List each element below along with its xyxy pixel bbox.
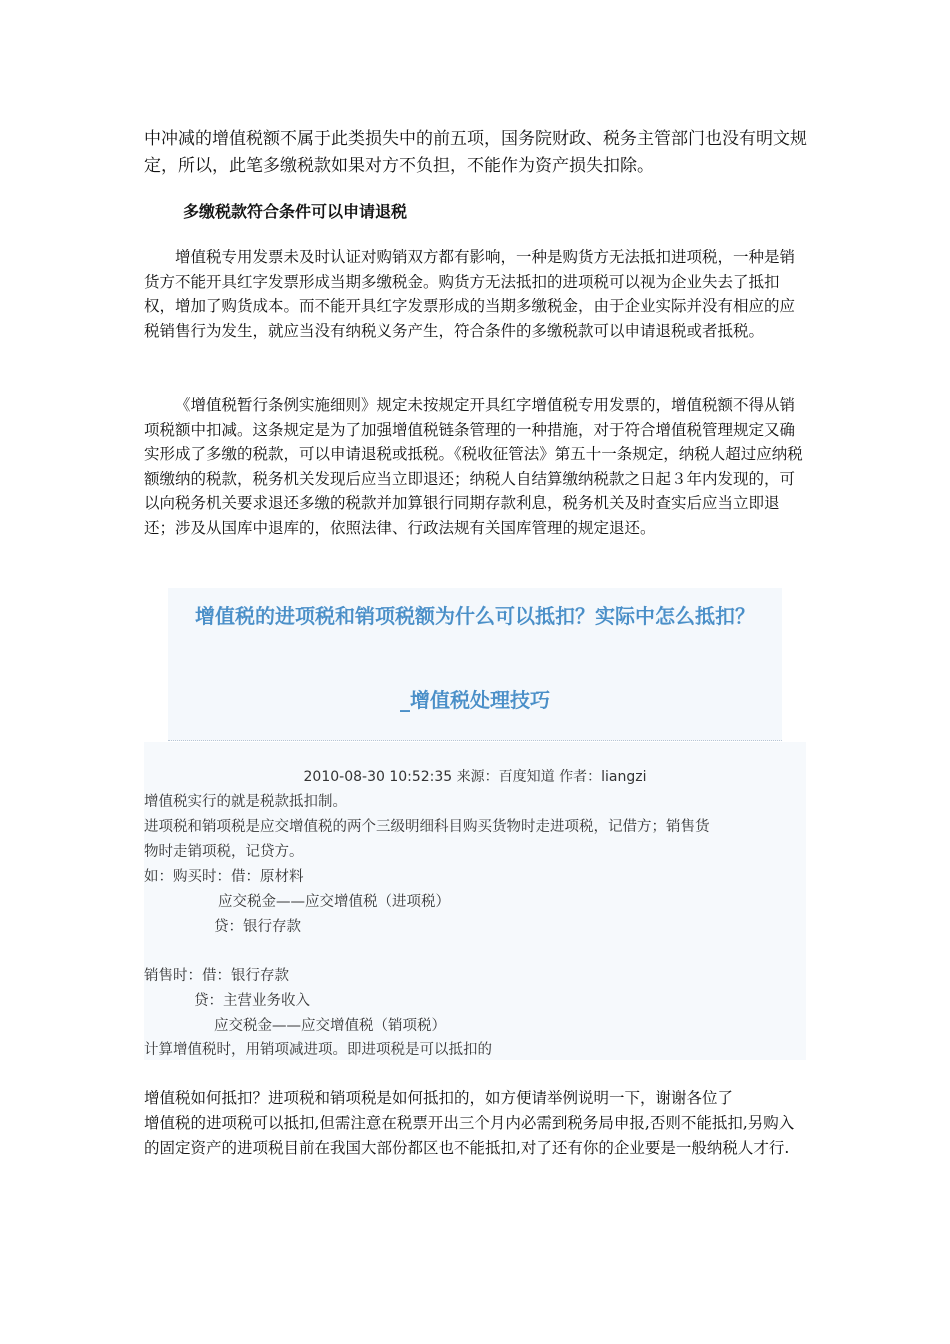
article-line: 应交税金——应交增值税（进项税）: [218, 894, 450, 910]
article-line: 如：购买时：借：原材料: [144, 869, 304, 885]
article-line: 应交税金——应交增值税（销项税）: [214, 1018, 446, 1034]
article-line: 计算增值税时，用销项减进项。即进项税是可以抵扣的: [144, 1042, 492, 1058]
qa-answer: 增值税的进项税可以抵扣,但需注意在税票开出三个月内必需到税务局申报,否则不能抵扣,另购入的固定资产的进项税目前在我国大部份都区也不能抵扣,对了还有你的企业要是一般纳税人才行.: [144, 1114, 795, 1157]
article-author: liangzi: [601, 769, 647, 785]
article-author-label: 作者：: [559, 769, 602, 785]
article-title-line-2: _增值税处理技巧: [400, 688, 550, 712]
paragraph-regulation: 《增值税暂行条例实施细则》规定未按规定开具红字增值税专用发票的，增值税额不得从销项税额中扣减。这条规定是为了加强增值税链条管理的一种措施，对于符合增值税管理规定又确实形成了多缴的税款，可以申请退税或抵税。《税收征管法》第五十一条规定，纳税人超过应纳税额缴纳的税款，税务机关发现后应当立即退还；纳税人自结算缴纳税款之日起３年内发现的，可以向税务机关要求退还多缴的税款并加算银行同期存款利息，税务机关及时查实后应当立即退还；涉及从国库中退库的，依照法律、行政法规有关国库管理的规定退还。: [144, 396, 803, 537]
article-source: 百度知道: [498, 769, 555, 785]
article-body-box: [144, 742, 806, 1060]
article-line: 贷：主营业务收入: [194, 993, 310, 1009]
article-line: 增值税实行的就是税款抵扣制。: [144, 794, 347, 810]
article-line: 物时走销项税，记贷方。: [144, 844, 304, 860]
article-source-label: 来源：: [456, 769, 499, 785]
qa-question: 增值税如何抵扣？进项税和销项税是如何抵扣的，如方便请举例说明一下，谢谢各位了: [144, 1089, 734, 1107]
article-line: 销售时：借：银行存款: [144, 968, 289, 984]
article-title-box: [168, 588, 782, 741]
paragraph-invoice-impact: 增值税专用发票未及时认证对购销双方都有影响，一种是购货方无法抵扣进项税，一种是销货方不能开具红字发票形成当期多缴税金。购货方无法抵扣的进项税可以视为企业失去了抵扣权，增加了购货成本。而不能开具红字发票形成的当期多缴税金，由于企业实际并没有相应的应税销售行为发生，就应当没有纳税义务产生，符合条件的多缴税款可以申请退税或者抵税。: [144, 248, 796, 340]
article-meta: [144, 766, 806, 786]
paragraph-asset-loss: 中冲减的增值税额不属于此类损失中的前五项，国务院财政、税务主管部门也没有明文规定，所以，此笔多缴税款如果对方不负担，不能作为资产损失扣除。: [144, 129, 807, 176]
article-datetime: 2010-08-30 10:52:35: [303, 769, 453, 785]
section-heading-refund: 多缴税款符合条件可以申请退税: [183, 202, 408, 221]
article-line: 贷：银行存款: [214, 919, 301, 935]
article-line: 进项税和销项税是应交增值税的两个三级明细科目购买货物时走进项税，记借方；销售货: [144, 819, 710, 835]
article-title-line-1: 增值税的进项税和销项税额为什么可以抵扣？实际中怎么抵扣？: [195, 604, 755, 628]
